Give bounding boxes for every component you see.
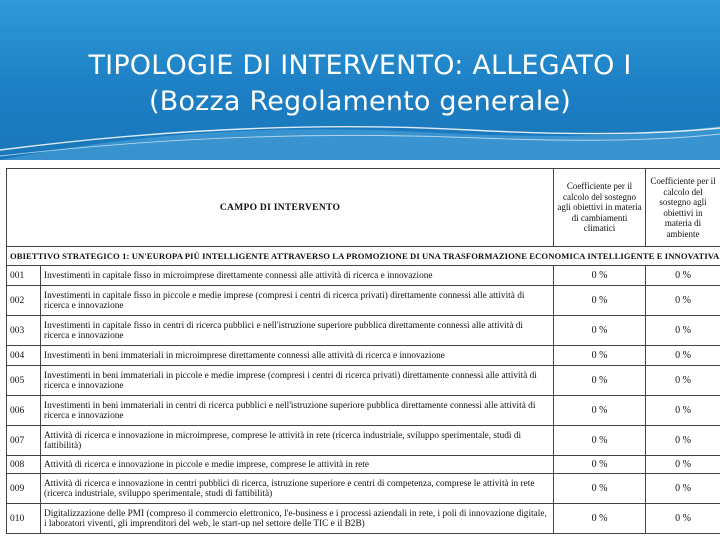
title-line-2: (Bozza Regolamento generale)	[149, 86, 571, 117]
row-description: Investimenti in beni immateriali in centri di ricerca pubblici e nell'istruzione superiore pubblica direttamente connessi alle attività di ricerca e innovazione	[41, 396, 554, 426]
row-env-coef: 0 %	[646, 396, 720, 426]
row-description: Investimenti in capitale fisso in piccole e medie imprese (compresi i centri di ricerca privati) direttamente connessi alle attività di ricerca e innovazione	[41, 286, 554, 316]
row-code: 008	[7, 456, 41, 474]
table-row	[7, 456, 720, 474]
row-code: 004	[7, 346, 41, 366]
slide-title	[0, 48, 720, 120]
objective-label: OBIETTIVO STRATEGICO 1: UN'EUROPA PIÙ INTELLIGENTE ATTRAVERSO LA PROMOZIONE DI UNA TRASFORMAZIONE ECONOMICA INTELLIGENTE E INNOVATIVA	[7, 247, 720, 266]
row-env-coef: 0 %	[646, 426, 720, 456]
table-row	[7, 426, 720, 456]
slide-header	[0, 0, 720, 160]
row-env-coef: 0 %	[646, 266, 720, 286]
table-row	[7, 286, 720, 316]
row-env-coef: 0 %	[646, 474, 720, 504]
document-image	[0, 160, 720, 540]
row-env-coef: 0 %	[646, 366, 720, 396]
row-description: Investimenti in beni immateriali in piccole e medie imprese (compresi i centri di ricerca privati) direttamente connessi alle attività di ricerca e innovazione	[41, 366, 554, 396]
row-climate-coef: 0 %	[554, 474, 646, 504]
row-climate-coef: 0 %	[554, 266, 646, 286]
row-code: 006	[7, 396, 41, 426]
table-row	[7, 346, 720, 366]
table-row	[7, 474, 720, 504]
row-climate-coef: 0 %	[554, 426, 646, 456]
row-env-coef: 0 %	[646, 286, 720, 316]
table-row	[7, 316, 720, 346]
row-description: Investimenti in beni immateriali in microimprese direttamente connessi alle attività di ricerca e innovazione	[41, 346, 554, 366]
row-climate-coef: 0 %	[554, 504, 646, 534]
table-row	[7, 266, 720, 286]
row-code: 001	[7, 266, 41, 286]
row-description: Attività di ricerca e innovazione in piccole e medie imprese, comprese le attività in rete	[41, 456, 554, 474]
row-code: 010	[7, 504, 41, 534]
objective-row	[7, 247, 720, 266]
row-env-coef: 0 %	[646, 316, 720, 346]
header-coef-env: Coefficiente per il calcolo del sostegno agli obiettivi in materia di ambiente	[646, 169, 720, 247]
row-code: 002	[7, 286, 41, 316]
row-climate-coef: 0 %	[554, 366, 646, 396]
row-climate-coef: 0 %	[554, 316, 646, 346]
header-campo: CAMPO DI INTERVENTO	[7, 169, 554, 247]
row-climate-coef: 0 %	[554, 456, 646, 474]
table-row	[7, 366, 720, 396]
row-env-coef: 0 %	[646, 346, 720, 366]
row-description: Investimenti in capitale fisso in centri di ricerca pubblici e nell'istruzione superiore pubblica direttamente connessi alle attività di ricerca e innovazione	[41, 316, 554, 346]
row-climate-coef: 0 %	[554, 346, 646, 366]
row-description: Digitalizzazione delle PMI (compreso il commercio elettronico, l'e-business e i processi aziendali in rete, i poli di innovazione digitale, i laboratori viventi, gli imprenditori del web, le start-up nel settore delle TIC e il B2B)	[41, 504, 554, 534]
row-description: Attività di ricerca e innovazione in centri pubblici di ricerca, istruzione superiore e centri di competenza, comprese le attività in rete (ricerca industriale, sviluppo sperimentale, studi di fattibilità)	[41, 474, 554, 504]
row-code: 003	[7, 316, 41, 346]
row-code: 007	[7, 426, 41, 456]
title-line-1: TIPOLOGIE DI INTERVENTO: ALLEGATO I	[88, 50, 632, 81]
row-env-coef: 0 %	[646, 456, 720, 474]
row-climate-coef: 0 %	[554, 396, 646, 426]
table-row	[7, 504, 720, 534]
row-description: Attività di ricerca e innovazione in microimprese, comprese le attività in rete (ricerca industriale, sviluppo sperimentale, studi di fattibilità)	[41, 426, 554, 456]
row-description: Investimenti in capitale fisso in microimprese direttamente connessi alle attività di ricerca e innovazione	[41, 266, 554, 286]
table-header-row	[7, 169, 720, 247]
intervention-table	[6, 168, 720, 534]
header-coef-climate: Coefficiente per il calcolo del sostegno agli obiettivi in materia di cambiamenti climatici	[554, 169, 646, 247]
row-climate-coef: 0 %	[554, 286, 646, 316]
table-row	[7, 396, 720, 426]
row-code: 005	[7, 366, 41, 396]
row-code: 009	[7, 474, 41, 504]
row-env-coef: 0 %	[646, 504, 720, 534]
